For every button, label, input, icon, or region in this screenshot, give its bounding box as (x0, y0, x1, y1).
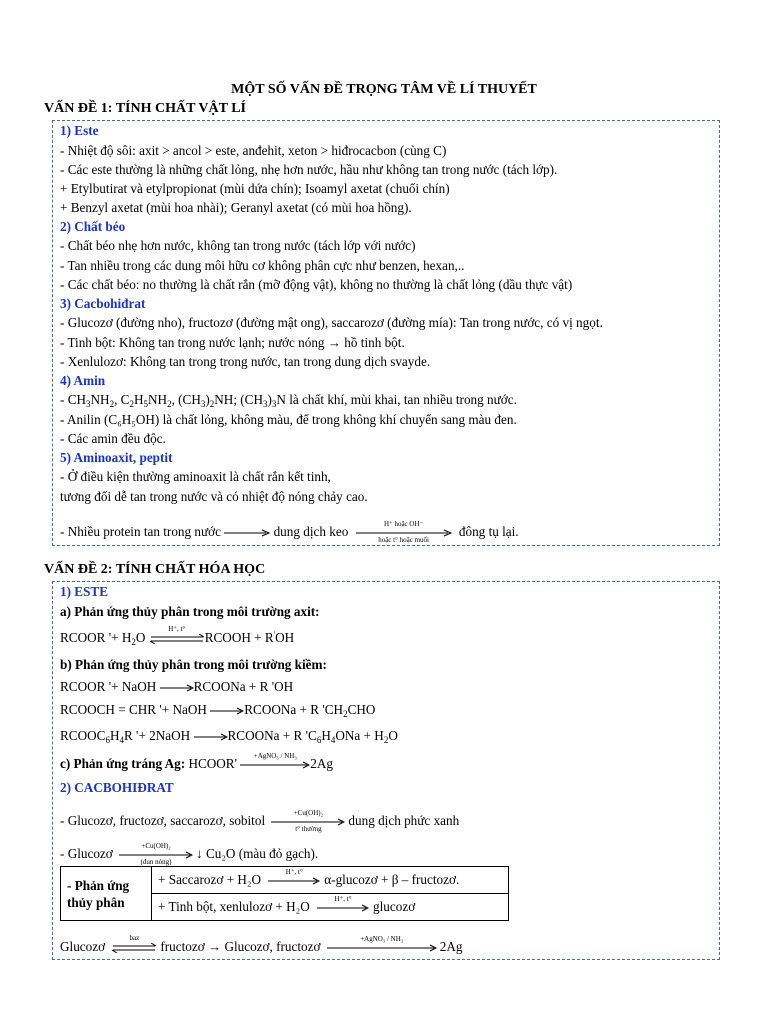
arrow-icon (271, 808, 345, 833)
g2-cond-top: +Cu(OH)₂ (141, 841, 171, 850)
last-agno3-cond: +AgNO₃ / NH₃ (360, 934, 404, 943)
este-line-1: - Nhiệt độ sôi: axit > ancol > este, anđehit, xeton > hiđrocacbon (cùng C) (60, 143, 447, 158)
arrow-icon (119, 841, 193, 866)
amin-label: 4) Amin (60, 373, 106, 388)
reversible-arrow-icon (149, 624, 205, 644)
amino-line-3 (60, 519, 519, 544)
eq-base-3: $RCOOC_6H_4R$ '+ 2NaOH RCOONa + R '$C_6H_4ONa + H_2O$ (60, 728, 398, 745)
hydrolysis-row-1 (152, 867, 509, 894)
glucose-cu-text: - Glucozơ, fructozơ, saccarozơ, sobitol (60, 813, 266, 828)
amino-line-2: tương đối dễ tan trong nước và có nhiệt độ nóng chảy cao. (60, 489, 368, 504)
arrow-icon (210, 707, 244, 715)
este-line-4: + Benzyl axetat (mùi hoa nhài); Geranyl axetat (có mùi hoa hồng). (60, 200, 412, 215)
last-c: 2Ag (439, 939, 463, 954)
arrow-icon (317, 894, 369, 912)
cacbo-line-1: - Glucozơ (đường nho), fructozơ (đường mật ong), saccarozơ (đường mía): Tan trong nước, có vị ngọt. (60, 315, 603, 330)
last-cond: baz (129, 933, 140, 942)
g2-text: - Glucozơ (60, 846, 113, 861)
este-label: 1) Este (60, 123, 99, 138)
arrow-icon (160, 684, 194, 692)
r2-cond: H⁺, t° (334, 894, 352, 903)
arrow-icon (194, 733, 228, 741)
g1-tail: dung dịch phức xanh (348, 813, 460, 828)
g2-tail: ↓ Cu₂O (màu đỏ gạch). (196, 846, 319, 861)
hydrolysis-table (60, 866, 509, 921)
arrow-icon (327, 934, 437, 952)
amin-line-1: - $CH_3NH_2$, $C_2H_5NH_2$, $(CH_3)_2NH$; $(CH_3)_3N$ là chất khí, mùi khai, tan nhiều trong nước. (60, 392, 517, 409)
hydrolysis-row-2 (152, 894, 509, 921)
section1-heading: VẤN ĐỀ 1: TÍNH CHẤT VẬT LÍ (44, 101, 247, 116)
eq-acid-cond: H⁺, t° (168, 624, 186, 633)
este-line-3: + Etylbutirat và etylpropionat (mùi dứa chín); Isoamyl axetat (chuối chín) (60, 181, 450, 196)
glucose-cu2o-line (60, 841, 319, 866)
reversible-arrow-icon (111, 933, 157, 953)
r1-right: α-glucozơ + β – fructozơ. (324, 872, 460, 887)
cacbo-line-2: - Tinh bột: Không tan trong nước lạnh; nước nóng → hồ tinh bột. (60, 335, 405, 350)
cacbo-chem-label: 2) CACBOHIĐRAT (60, 780, 174, 795)
chatbeo-line-2: - Tan nhiều trong các dung môi hữu cơ không phân cực như benzen, hexan,.. (60, 258, 465, 273)
glucose-fructose-line (60, 933, 463, 955)
cacbo-label: 3) Cacbohiđrat (60, 296, 146, 311)
hydrolysis-head: - Phản ứng thủy phân (61, 867, 152, 921)
silver-mirror-line: c) Phản ứng tráng Ag: HCOOR' +AgNO₃ / NH₃ 2Ag (60, 751, 333, 771)
section2-heading: VẤN ĐỀ 2: TÍNH CHẤT HÓA HỌC (44, 562, 266, 577)
amin-line-1-tail: là chất khí, mùi khai, tan nhiều trong nước. (285, 392, 517, 407)
amino-line-1: - Ở điều kiện thường aminoaxit là chất rắn kết tinh, (60, 469, 331, 484)
r1-cond: H⁺, t° (285, 867, 303, 876)
protein-text: - Nhiều protein tan trong nước (60, 524, 221, 539)
g2-cond-bot: (đun nóng) (140, 857, 172, 866)
chatbeo-line-1: - Chất béo nhẹ hơn nước, không tan trong nước (tách lớp với nước) (60, 238, 416, 253)
r2-left: + Tinh bột, xenlulozơ + H₂O (158, 899, 310, 914)
arrow-icon (224, 529, 270, 537)
cacbo-line-3: - Xenlulozơ: Không tan trong trong nước, tan trong dung dịch svayde. (60, 354, 431, 369)
amino-label: 5) Aminoaxit, peptit (60, 450, 173, 465)
last-b: fructozơ → Glucozơ, fructozơ (160, 939, 321, 954)
g1-cond-bot: t° thường (295, 824, 322, 833)
g1-cond-top: +Cu(OH)₂ (293, 808, 324, 817)
r1-left: + Saccarozơ + H₂O (158, 872, 261, 887)
amin-line-2: - Anilin (C₆H₅OH) là chất lỏng, không màu, để trong không khí chuyển sang màu đen. (60, 412, 517, 427)
acid-hydrolysis-label: a) Phản ứng thủy phân trong môi trường axit: (60, 604, 320, 619)
eq-base-1: RCOOR '+ NaOH RCOONa + R 'OH (60, 679, 294, 694)
arrow-bottom-label: hoặc t° hoặc muối (378, 535, 429, 544)
page-title: MỘT SỐ VẤN ĐỀ TRỌNG TÂM VỀ LÍ THUYẾT (231, 82, 537, 97)
glucose-cu-line (60, 808, 460, 833)
eq-acid: RCOOR '+ $H_2O$ H⁺, t° RCOOH + R'OH (60, 624, 295, 647)
amin-line-3: - Các amin đều độc. (60, 431, 166, 446)
este-line-2: - Các este thường là những chất lỏng, nhẹ hơn nước, hầu như không tan trong nước (tách lớp). (60, 162, 558, 177)
base-hydrolysis-label: b) Phản ứng thủy phân trong môi trường kiềm: (60, 657, 327, 672)
chatbeo-label: 2) Chất béo (60, 219, 126, 234)
last-a: Glucozơ (60, 939, 106, 954)
arrow-icon (268, 867, 320, 885)
eq-base-2: RCOOCH = CHR '+ NaOH RCOONa + R '$CH_2CHO$ (60, 702, 376, 719)
silver-mirror-label: c) Phản ứng tráng Ag: (60, 756, 186, 771)
este-chem-label: 1) ESTE (60, 584, 109, 599)
keo-text: dung dịch keo (273, 524, 349, 539)
agno3-cond: +AgNO₃ / NH₃ (253, 751, 297, 760)
arrow-top-label: H⁺ hoặc OH⁻ (383, 519, 424, 528)
dongtu-text: đông tụ lại. (458, 524, 519, 539)
condition-arrow-icon (356, 519, 452, 544)
r2-right: glucozơ (373, 899, 416, 914)
chatbeo-line-3: - Các chất béo: no thường là chất rắn (mỡ động vật), không no thường là chất lỏng (dầu thực vật) (60, 277, 573, 292)
arrow-icon (240, 751, 310, 769)
